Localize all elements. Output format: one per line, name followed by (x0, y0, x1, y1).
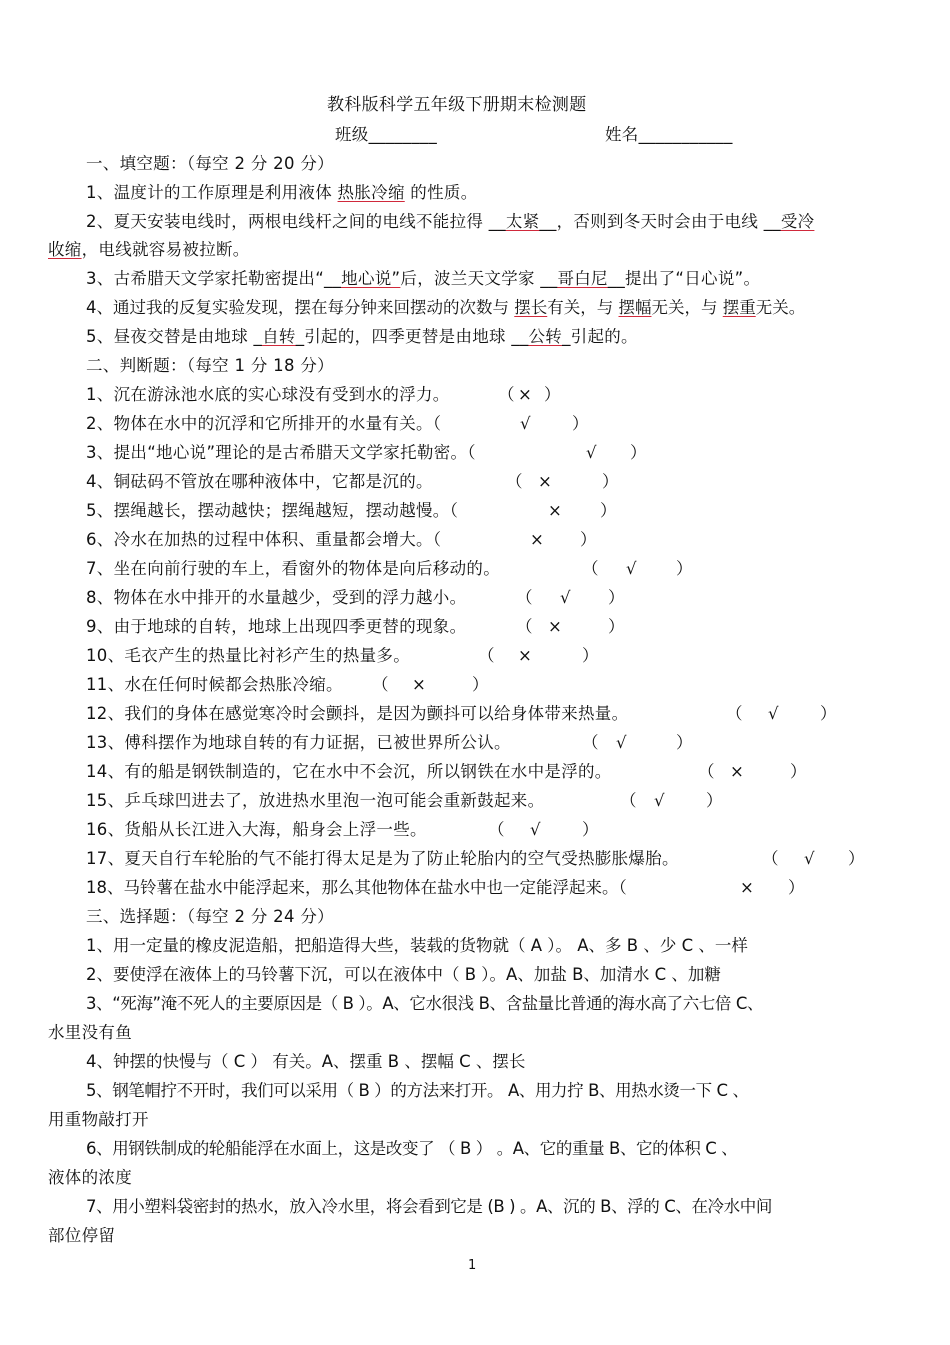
judge-item-text: 17、夏天自行车轮胎的气不能打得太足是为了防止轮胎内的空气受热膨胀爆胎。 (86, 849, 679, 868)
judge-item-text: 1、沉在游泳池水底的实心球没有受到水的浮力。 (86, 385, 450, 404)
fill-q5-answer-1: _自转_ (253, 327, 305, 346)
judge-item-text: 3、提出“地心说”理论的是古希腊天文学家托勒密。（ (86, 443, 476, 462)
choice-question-5: 5、钢笔帽拧不开时，我们可以采用（ B ）的方法来打开。 A、用力拧 B、用热水烫一下 C 、 (86, 1081, 749, 1100)
judge-item-text: 12、我们的身体在感觉寒冷时会颤抖，是因为颤抖可以给身体带来热量。 (86, 704, 629, 723)
fill-question-5 (86, 327, 638, 347)
judge-item (86, 530, 597, 550)
judge-paren-close: ） (572, 414, 589, 433)
judge-paren-open: （ (762, 849, 779, 868)
fill-q4-tail: 无关。 (755, 298, 806, 317)
fill-question-2-cont (48, 240, 250, 260)
fill-q3-answer-1: __地心说” (324, 269, 401, 288)
judge-paren-close: ） (848, 849, 865, 868)
judge-item-text: 14、有的船是钢铁制造的，它在水中不会沉，所以钢铁在水中是浮的。 (86, 762, 612, 781)
fill-q4-answer-2: 摆幅 (618, 298, 652, 317)
judge-item (86, 704, 837, 724)
fill-q3-mid: 后，波兰天文学家 (400, 269, 541, 288)
judge-paren-close: ） (544, 385, 561, 404)
judge-answer-mark: × (548, 617, 563, 636)
choice-question-3-cont: 水里没有鱼 (48, 1023, 132, 1042)
judge-paren-close: ） (608, 617, 625, 636)
fill-q5-answer-2: __公转_ (511, 327, 571, 346)
judge-item (86, 675, 489, 695)
judge-item-text: 18、马铃薯在盐水中能浮起来，那么其他物体在盐水中也一定能浮起来。（ (86, 878, 627, 897)
judge-answer-mark: √ (626, 559, 637, 578)
fill-q1-tail: 的性质。 (404, 183, 478, 202)
fill-q3-answer-2: __哥白尼__ (540, 269, 625, 288)
judge-item (86, 820, 599, 840)
judge-answer-mark: √ (530, 820, 541, 839)
choice-question-1: 1、用一定量的橡皮泥造船，把船造得大些，装载的货物就（ A ）。 A、多 B 、少 C 、一样 (86, 936, 748, 955)
fill-q5-text: 5、昼夜交替是由地球 (86, 327, 254, 346)
judge-paren-close: ） (630, 443, 647, 462)
judge-answer-mark: × (740, 878, 754, 897)
judge-paren-open: （ (582, 559, 599, 578)
fill-q2-answer-2b: 收缩 (48, 240, 82, 259)
choice-question-3: 3、“死海”淹不死人的主要原因是（ B ）。A、它水很浅 B、含盐量比普通的海水高了六七倍 C、 (86, 994, 764, 1013)
judge-item (86, 762, 807, 782)
judge-item (86, 385, 561, 405)
judge-answer-mark: × (518, 385, 533, 404)
judge-answer-mark: √ (768, 704, 779, 723)
fill-q2-tail: ，电线就容易被拉断。 (81, 240, 250, 259)
fill-q4-answer-3: 摆重 (722, 298, 756, 317)
page-title: 教科版科学五年级下册期末检测题 (327, 95, 587, 115)
judge-item-text: 9、由于地球的自转，地球上出现四季更替的现象。 (86, 617, 467, 636)
judge-item-text: 10、毛衣产生的热量比衬衫产生的热量多。 (86, 646, 410, 665)
choice-question-5-cont: 用重物敲打开 (48, 1110, 149, 1129)
judge-paren-open: （ (620, 791, 637, 810)
judge-paren-close: ） (706, 791, 723, 810)
judge-item (86, 443, 647, 463)
judge-item (86, 733, 693, 753)
judge-item (86, 617, 625, 637)
judge-paren-close: ） (472, 675, 489, 694)
fill-q3-tail: 提出了“日心说”。 (624, 269, 761, 288)
judge-item (86, 791, 723, 811)
judge-paren-open: （ (506, 472, 523, 491)
judge-paren-close: ） (600, 501, 617, 520)
judge-paren-close: ） (582, 646, 599, 665)
judge-item-text: 4、铜砝码不管放在哪种液体中，它都是沉的。 (86, 472, 433, 491)
fill-q4-text: 4、通过我的反复实验发现，摆在每分钟来回摆动的次数与 (86, 298, 515, 317)
fill-q5-mid: 引起的，四季更替是由地球 (304, 327, 512, 346)
judge-answer-mark: × (530, 530, 545, 549)
judge-paren-open: （ (726, 704, 743, 723)
fill-q1-answer: 热胀冷缩 (337, 183, 405, 202)
fill-q2-text: 2、夏天安装电线时，两根电线杆之间的电线不能拉得 (86, 212, 489, 231)
fill-q1-text: 1、温度计的工作原理是利用液体 (86, 183, 338, 202)
fill-question-3 (86, 269, 760, 289)
fill-q4-mid-2: 无关，与 (651, 298, 723, 317)
fill-q2-answer-2: __受冷 (763, 212, 815, 231)
judge-paren-close: ） (676, 733, 693, 752)
judge-paren-open: （ (488, 820, 505, 839)
judge-item (86, 646, 599, 666)
judge-answer-mark: √ (616, 733, 627, 752)
section-judge-heading: 二、判断题：（每空 1 分 18 分） (86, 356, 334, 375)
fill-q2-answer-1: __太紧__ (488, 212, 557, 231)
judge-paren-close: ） (676, 559, 693, 578)
fill-q4-mid-1: 有关，与 (547, 298, 619, 317)
choice-question-6-cont: 液体的浓度 (48, 1168, 132, 1187)
fill-q4-answer-1: 摆长 (514, 298, 548, 317)
judge-paren-open: （ (516, 617, 533, 636)
choice-question-2: 2、要使浮在液体上的马铃薯下沉，可以在液体中（ B ）。A、加盐 B、加清水 C 、加糖 (86, 965, 721, 984)
judge-item-text: 5、摆绳越长，摆动越快；摆绳越短，摆动越慢。（ (86, 501, 459, 520)
judge-paren-close: ） (608, 588, 625, 607)
judge-item (86, 472, 619, 492)
judge-paren-close: ） (580, 530, 597, 549)
fill-question-4 (86, 298, 805, 318)
judge-paren-open: （ (372, 675, 389, 694)
judge-item-text: 2、物体在水中的沉浮和它所排开的水量有关。（ (86, 414, 442, 433)
section-choice-heading: 三、选择题：（每空 2 分 24 分） (86, 907, 334, 926)
fill-question-2 (86, 212, 814, 232)
fill-q3-text: 3、古希腊天文学家托勒密提出“ (86, 269, 325, 288)
judge-answer-mark: √ (654, 791, 665, 810)
judge-answer-mark: × (730, 762, 745, 781)
judge-item (86, 414, 589, 434)
choice-question-7: 7、用小塑料袋密封的热水，放入冷水里，将会看到它是 (B ) 。A、沉的 B、浮的 C、在冷水中间 (86, 1197, 772, 1216)
judge-item-text: 15、乒乓球凹进去了，放进热水里泡一泡可能会重新鼓起来。 (86, 791, 545, 810)
class-field-label: 班级________ (335, 125, 437, 144)
fill-question-1 (86, 183, 478, 203)
judge-paren-open: （ (498, 385, 515, 404)
judge-item-text: 7、坐在向前行驶的车上，看窗外的物体是向后移动的。 (86, 559, 500, 578)
judge-paren-open: （ (582, 733, 599, 752)
judge-paren-open: （ (698, 762, 715, 781)
page-number: 1 (468, 1258, 477, 1273)
judge-item-text: 16、货船从长江进入大海，船身会上浮一些。 (86, 820, 427, 839)
judge-answer-mark: √ (560, 588, 571, 607)
judge-answer-mark: √ (520, 414, 531, 433)
judge-item (86, 588, 625, 608)
choice-question-4: 4、钟摆的快慢与（ C ） 有关。A、摆重 B 、摆幅 C 、摆长 (86, 1052, 526, 1071)
judge-item (86, 849, 865, 869)
judge-item (86, 501, 617, 521)
judge-paren-close: ） (790, 762, 807, 781)
judge-item-text: 6、冷水在加热的过程中体积、重量都会增大。（ (86, 530, 442, 549)
judge-item (86, 559, 693, 579)
name-field-label: 姓名___________ (605, 125, 733, 144)
judge-paren-open: （ (516, 588, 533, 607)
judge-answer-mark: × (538, 472, 553, 491)
judge-item (86, 878, 805, 898)
judge-answer-mark: × (548, 501, 563, 520)
judge-answer-mark: √ (586, 443, 597, 462)
judge-paren-close: ） (788, 878, 805, 897)
choice-question-6: 6、用钢铁制成的轮船能浮在水面上，这是改变了 （ B ） 。A、它的重量 B、它的体积 C 、 (86, 1139, 738, 1158)
judge-item-text: 8、物体在水中排开的水量越少，受到的浮力越小。 (86, 588, 467, 607)
judge-paren-close: ） (582, 820, 599, 839)
judge-paren-close: ） (602, 472, 619, 491)
judge-paren-close: ） (820, 704, 837, 723)
fill-q5-tail: 引起的。 (570, 327, 638, 346)
judge-answer-mark: √ (804, 849, 815, 868)
judge-item-text: 13、傅科摆作为地球自转的有力证据，已被世界所公认。 (86, 733, 511, 752)
judge-paren-open: （ (478, 646, 495, 665)
judge-item-text: 11、水在任何时候都会热胀冷缩。 (86, 675, 343, 694)
fill-q2-mid: ，否则到冬天时会由于电线 (556, 212, 764, 231)
judge-answer-mark: × (412, 675, 427, 694)
judge-answer-mark: × (518, 646, 533, 665)
section-fill-heading: 一、填空题：（每空 2 分 20 分） (86, 154, 334, 173)
choice-question-7-cont: 部位停留 (48, 1226, 116, 1245)
